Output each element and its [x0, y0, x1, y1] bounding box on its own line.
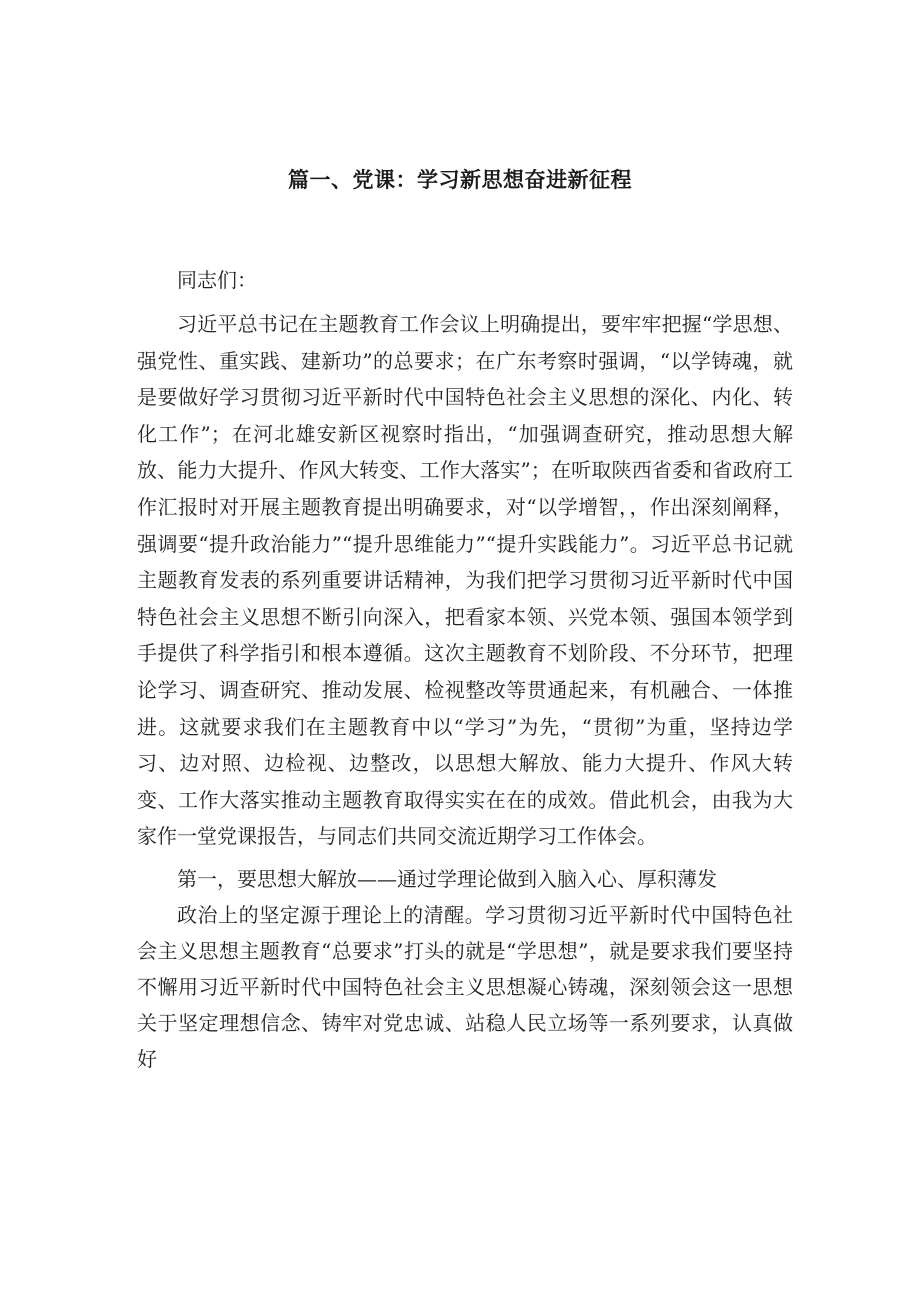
section-heading: 第一，要思想大解放——通过学理论做到入脑入心、厚积薄发	[177, 866, 717, 891]
paragraph: 习近平总书记在主题教育工作会议上明确提出，要牢牢把握“学思想、强党性、重实践、建新功”的总要求；在广东考察时强调，“以学铸魂，就是要做好学习贯彻习近平新时代中国特色社会主义思想的深化、内化、转化工作”；在河北雄安新区视察时指出，“加强调查研究，推动思想大解放、能力大提升、作风大转变、工作大落实”；在听取陕西省委和省政府工作汇报时对开展主题教育提出明确要求，对“以学增智，，作出深刻阐释，强调要“提升政治能力”“提升思维能力”“提升实践能力”。习近平总书记就主题教育发表的系列重要讲话精神，为我们把学习贯彻习近平新时代中国特色社会主义思想不断引向深入，把看家本领、兴党本领、强国本领学到手提供了科学指引和根本遵循。这次主题教育不划阶段、不分环节，把理论学习、调查研究、推动发展、检视整改等贯通起来，有机融合、一体推进。这就要求我们在主题教育中以“学习”为先，“贯彻”为重，坚持边学习、边对照、边检视、边整改，以思想大解放、能力大提升、作风大转变、工作大落实推动主题教育取得实实在在的成效。借此机会，由我为大家作一堂党课报告，与同志们共同交流近期学习工作体会。	[137, 312, 793, 849]
greeting: 同志们：	[177, 268, 257, 292]
paragraph: 政治上的坚定源于理论上的清醒。学习贯彻习近平新时代中国特色社会主义思想主题教育“总要求”打头的就是“学思想”，就是要求我们要坚持不懈用习近平新时代中国特色社会主义思想凝心铸魂，深刻领会这一思想关于坚定理想信念、铸牢对党忠诚、站稳人民立场等一系列要求，认真做好	[137, 902, 793, 1071]
document-body	[137, 262, 793, 1077]
document-title: 篇一、党课：学习新思想奋进新征程	[288, 168, 632, 192]
